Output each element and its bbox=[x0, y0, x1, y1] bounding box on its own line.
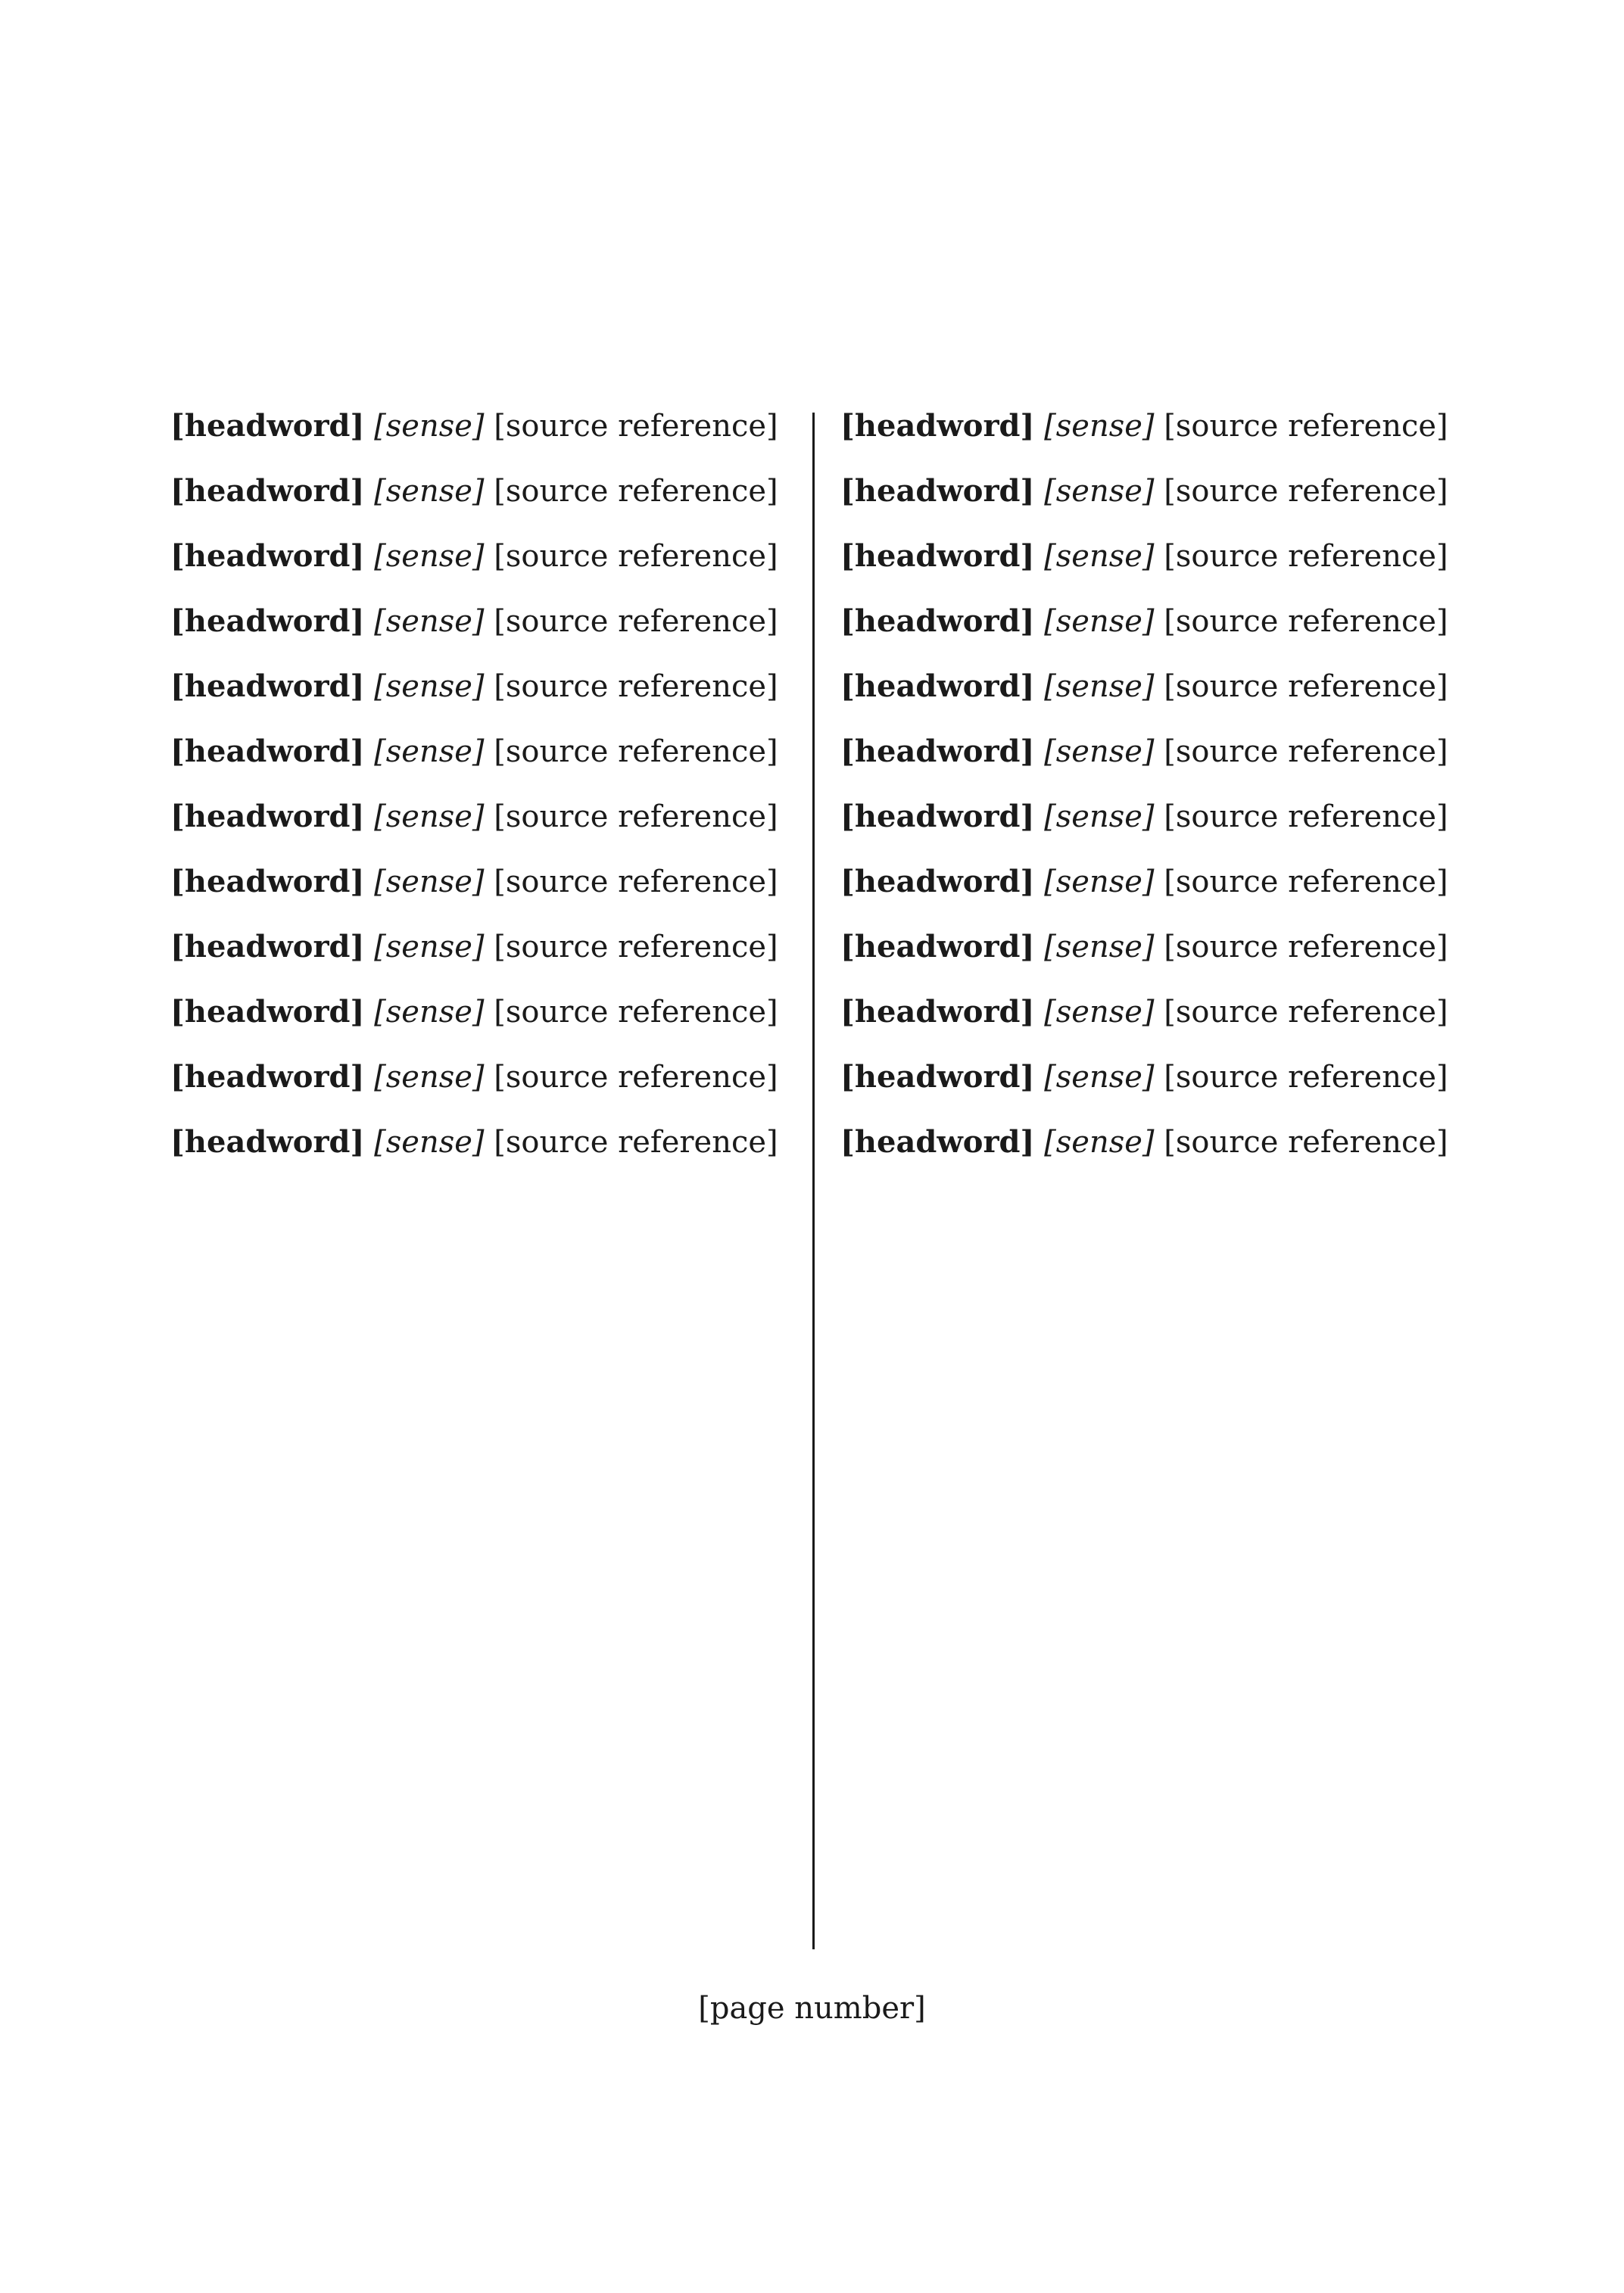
dictionary-entry bbox=[170, 849, 799, 914]
entry-sense: [sense] bbox=[374, 799, 485, 834]
entry-headword: [headword] bbox=[170, 929, 365, 964]
column-divider bbox=[812, 413, 815, 1949]
entry-headword: [headword] bbox=[840, 994, 1035, 1030]
entry-headword: [headword] bbox=[840, 864, 1035, 899]
entry-source: [source reference] bbox=[1164, 669, 1448, 704]
entry-source: [source reference] bbox=[494, 539, 778, 574]
dictionary-entry bbox=[170, 719, 799, 784]
dictionary-entry bbox=[840, 589, 1469, 654]
entry-source: [source reference] bbox=[1164, 1125, 1448, 1160]
dictionary-entry bbox=[170, 784, 799, 849]
entry-headword: [headword] bbox=[170, 668, 365, 704]
entry-headword: [headword] bbox=[170, 538, 365, 574]
entry-source: [source reference] bbox=[494, 995, 778, 1030]
entry-sense: [sense] bbox=[1044, 474, 1155, 509]
dictionary-entry bbox=[840, 719, 1469, 784]
entry-source: [source reference] bbox=[494, 1125, 778, 1160]
entry-source: [source reference] bbox=[1164, 409, 1448, 444]
entry-source: [source reference] bbox=[1164, 799, 1448, 834]
dictionary-entry bbox=[170, 1045, 799, 1110]
entry-headword: [headword] bbox=[840, 603, 1035, 639]
entry-headword: [headword] bbox=[840, 538, 1035, 574]
entry-sense: [sense] bbox=[374, 734, 485, 769]
dictionary-entry bbox=[840, 394, 1469, 459]
entry-sense: [sense] bbox=[374, 995, 485, 1030]
entry-headword: [headword] bbox=[840, 1124, 1035, 1160]
entry-source: [source reference] bbox=[1164, 1060, 1448, 1095]
entry-sense: [sense] bbox=[1044, 539, 1155, 574]
dictionary-entry bbox=[840, 849, 1469, 914]
entry-sense: [sense] bbox=[1044, 1125, 1155, 1160]
dictionary-entry bbox=[170, 1110, 799, 1175]
dictionary-entry bbox=[840, 654, 1469, 719]
entry-source: [source reference] bbox=[1164, 539, 1448, 574]
entry-sense: [sense] bbox=[1044, 604, 1155, 639]
entry-headword: [headword] bbox=[840, 473, 1035, 509]
entry-headword: [headword] bbox=[840, 799, 1035, 834]
entry-headword: [headword] bbox=[170, 994, 365, 1030]
entry-source: [source reference] bbox=[1164, 930, 1448, 964]
entry-sense: [sense] bbox=[374, 669, 485, 704]
dictionary-entry bbox=[170, 914, 799, 980]
entry-headword: [headword] bbox=[170, 1124, 365, 1160]
right-column bbox=[840, 394, 1469, 1175]
entry-source: [source reference] bbox=[494, 1060, 778, 1095]
dictionary-entry bbox=[840, 1045, 1469, 1110]
entry-source: [source reference] bbox=[1164, 865, 1448, 899]
entry-headword: [headword] bbox=[170, 473, 365, 509]
entry-headword: [headword] bbox=[840, 1059, 1035, 1095]
dictionary-entry bbox=[840, 784, 1469, 849]
dictionary-entry bbox=[840, 524, 1469, 589]
dictionary-entry bbox=[840, 980, 1469, 1045]
entry-sense: [sense] bbox=[374, 539, 485, 574]
entry-sense: [sense] bbox=[1044, 995, 1155, 1030]
dictionary-entry bbox=[170, 394, 799, 459]
dictionary-entry bbox=[170, 589, 799, 654]
dictionary-entry bbox=[170, 654, 799, 719]
entry-source: [source reference] bbox=[1164, 734, 1448, 769]
entry-headword: [headword] bbox=[840, 929, 1035, 964]
entry-sense: [sense] bbox=[1044, 799, 1155, 834]
dictionary-entry bbox=[170, 980, 799, 1045]
entry-source: [source reference] bbox=[494, 604, 778, 639]
entry-sense: [sense] bbox=[374, 474, 485, 509]
dictionary-entry bbox=[170, 524, 799, 589]
entry-source: [source reference] bbox=[1164, 474, 1448, 509]
entry-sense: [sense] bbox=[374, 930, 485, 964]
entry-source: [source reference] bbox=[494, 865, 778, 899]
dictionary-entry bbox=[170, 459, 799, 524]
entry-source: [source reference] bbox=[494, 669, 778, 704]
entry-source: [source reference] bbox=[494, 930, 778, 964]
entry-source: [source reference] bbox=[1164, 604, 1448, 639]
entry-source: [source reference] bbox=[494, 799, 778, 834]
entry-headword: [headword] bbox=[170, 734, 365, 769]
left-column bbox=[170, 394, 799, 1175]
entry-headword: [headword] bbox=[840, 408, 1035, 444]
entry-headword: [headword] bbox=[170, 603, 365, 639]
entry-headword: [headword] bbox=[170, 799, 365, 834]
entry-headword: [headword] bbox=[170, 1059, 365, 1095]
page-number: [page number] bbox=[698, 1991, 926, 2026]
entry-source: [source reference] bbox=[494, 734, 778, 769]
entry-sense: [sense] bbox=[1044, 409, 1155, 444]
entry-sense: [sense] bbox=[374, 409, 485, 444]
entry-sense: [sense] bbox=[1044, 865, 1155, 899]
dictionary-entry bbox=[840, 459, 1469, 524]
entry-headword: [headword] bbox=[170, 864, 365, 899]
entry-source: [source reference] bbox=[494, 409, 778, 444]
entry-sense: [sense] bbox=[1044, 930, 1155, 964]
dictionary-entry bbox=[840, 1110, 1469, 1175]
entry-sense: [sense] bbox=[374, 865, 485, 899]
entry-source: [source reference] bbox=[494, 474, 778, 509]
entry-headword: [headword] bbox=[840, 734, 1035, 769]
dictionary-entry bbox=[840, 914, 1469, 980]
entry-sense: [sense] bbox=[374, 1125, 485, 1160]
entry-source: [source reference] bbox=[1164, 995, 1448, 1030]
entry-sense: [sense] bbox=[374, 1060, 485, 1095]
entry-headword: [headword] bbox=[840, 668, 1035, 704]
entry-sense: [sense] bbox=[1044, 669, 1155, 704]
entry-sense: [sense] bbox=[374, 604, 485, 639]
entry-sense: [sense] bbox=[1044, 1060, 1155, 1095]
entry-headword: [headword] bbox=[170, 408, 365, 444]
entry-sense: [sense] bbox=[1044, 734, 1155, 769]
